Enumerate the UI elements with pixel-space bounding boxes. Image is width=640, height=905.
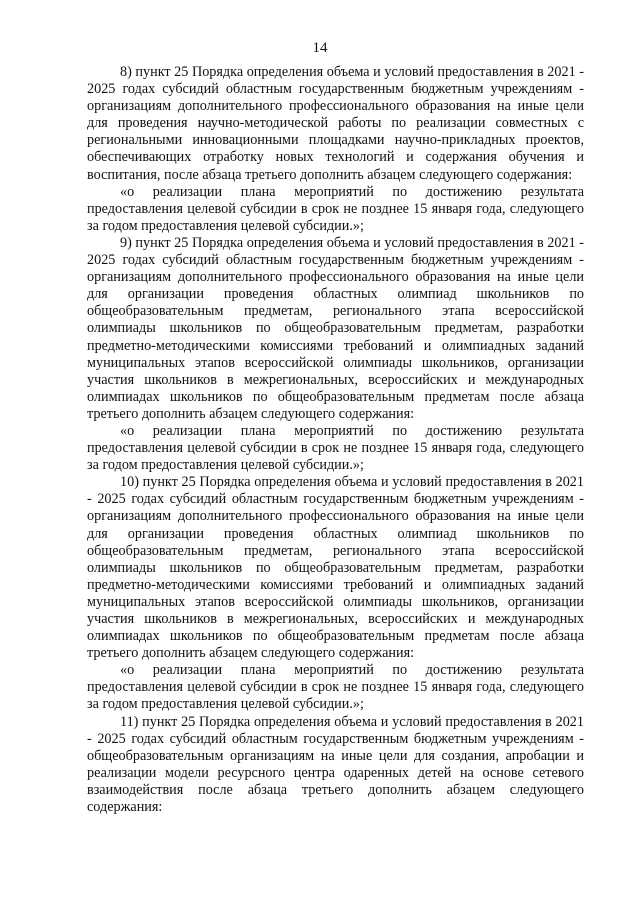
quoted-insert-paragraph: «о реализации плана мероприятий по достижению результата предоставления целевой субсидии в срок не позднее 15 января года, следующего за годом предоставления целевой субсидии.»;: [87, 183, 584, 234]
document-body: [87, 64, 584, 816]
quoted-insert-paragraph: «о реализации плана мероприятий по достижению результата предоставления целевой субсидии в срок не позднее 15 января года, следующего за годом предоставления целевой субсидии.»;: [87, 662, 584, 713]
paragraph-item-11: 11) пункт 25 Порядка определения объема и условий предоставления в 2021 - 2025 годах субсидий областным государственным бюджетным учреждениям - общеобразовательным организациям на иные цели для создания, апробации и реализации модели ресурсного центра одаренных детей на основе сетевого взаимодействия после абзаца третьего дополнить абзацем следующего содержания:: [87, 713, 584, 816]
page-number: 14: [312, 40, 328, 56]
paragraph-item-10: 10) пункт 25 Порядка определения объема и условий предоставления в 2021 - 2025 годах субсидий областным государственным бюджетным учреждениям - организациям дополнительного профессионального образования на иные цели для организации проведения областных олимпиад школьников по общеобразовательным предметам, регионального этапа всероссийской олимпиады школьников по общеобразовательным предметам, разработки предметно-методическими комиссиями требований и олимпиадных заданий муниципальных этапов всероссийской олимпиады школьников, организации участия школьников в межрегиональных, всероссийских и международных олимпиадах школьников по общеобразовательным предметам после абзаца третьего дополнить абзацем следующего содержания:: [87, 474, 584, 662]
paragraph-item-9: 9) пункт 25 Порядка определения объема и условий предоставления в 2021 - 2025 годах субсидий областным государственным бюджетным учреждениям - организациям дополнительного профессионального образования на иные цели для организации проведения областных олимпиад школьников по общеобразовательным предметам, регионального этапа всероссийской олимпиады школьников по общеобразовательным предметам, разработки предметно-методическими комиссиями требований и олимпиадных заданий муниципальных этапов всероссийской олимпиады школьников, организации участия школьников в межрегиональных, всероссийских и международных олимпиадах школьников по общеобразовательным предметам после абзаца третьего дополнить абзацем следующего содержания:: [87, 234, 584, 422]
quoted-insert-paragraph: «о реализации плана мероприятий по достижению результата предоставления целевой субсидии в срок не позднее 15 января года, следующего за годом предоставления целевой субсидии.»;: [87, 422, 584, 474]
paragraph-item-8: 8) пункт 25 Порядка определения объема и условий предоставления в 2021 - 2025 годах субсидий областным государственным бюджетным учреждениям - организациям дополнительного профессионального образования на иные цели для проведения научно-методической работы по реализации совместных с региональными инновационными площадками научно-прикладных проектов, обеспечивающих отработку новых технологий и содержания обучения и воспитания, после абзаца третьего дополнить абзацем следующего содержания:: [87, 64, 584, 183]
